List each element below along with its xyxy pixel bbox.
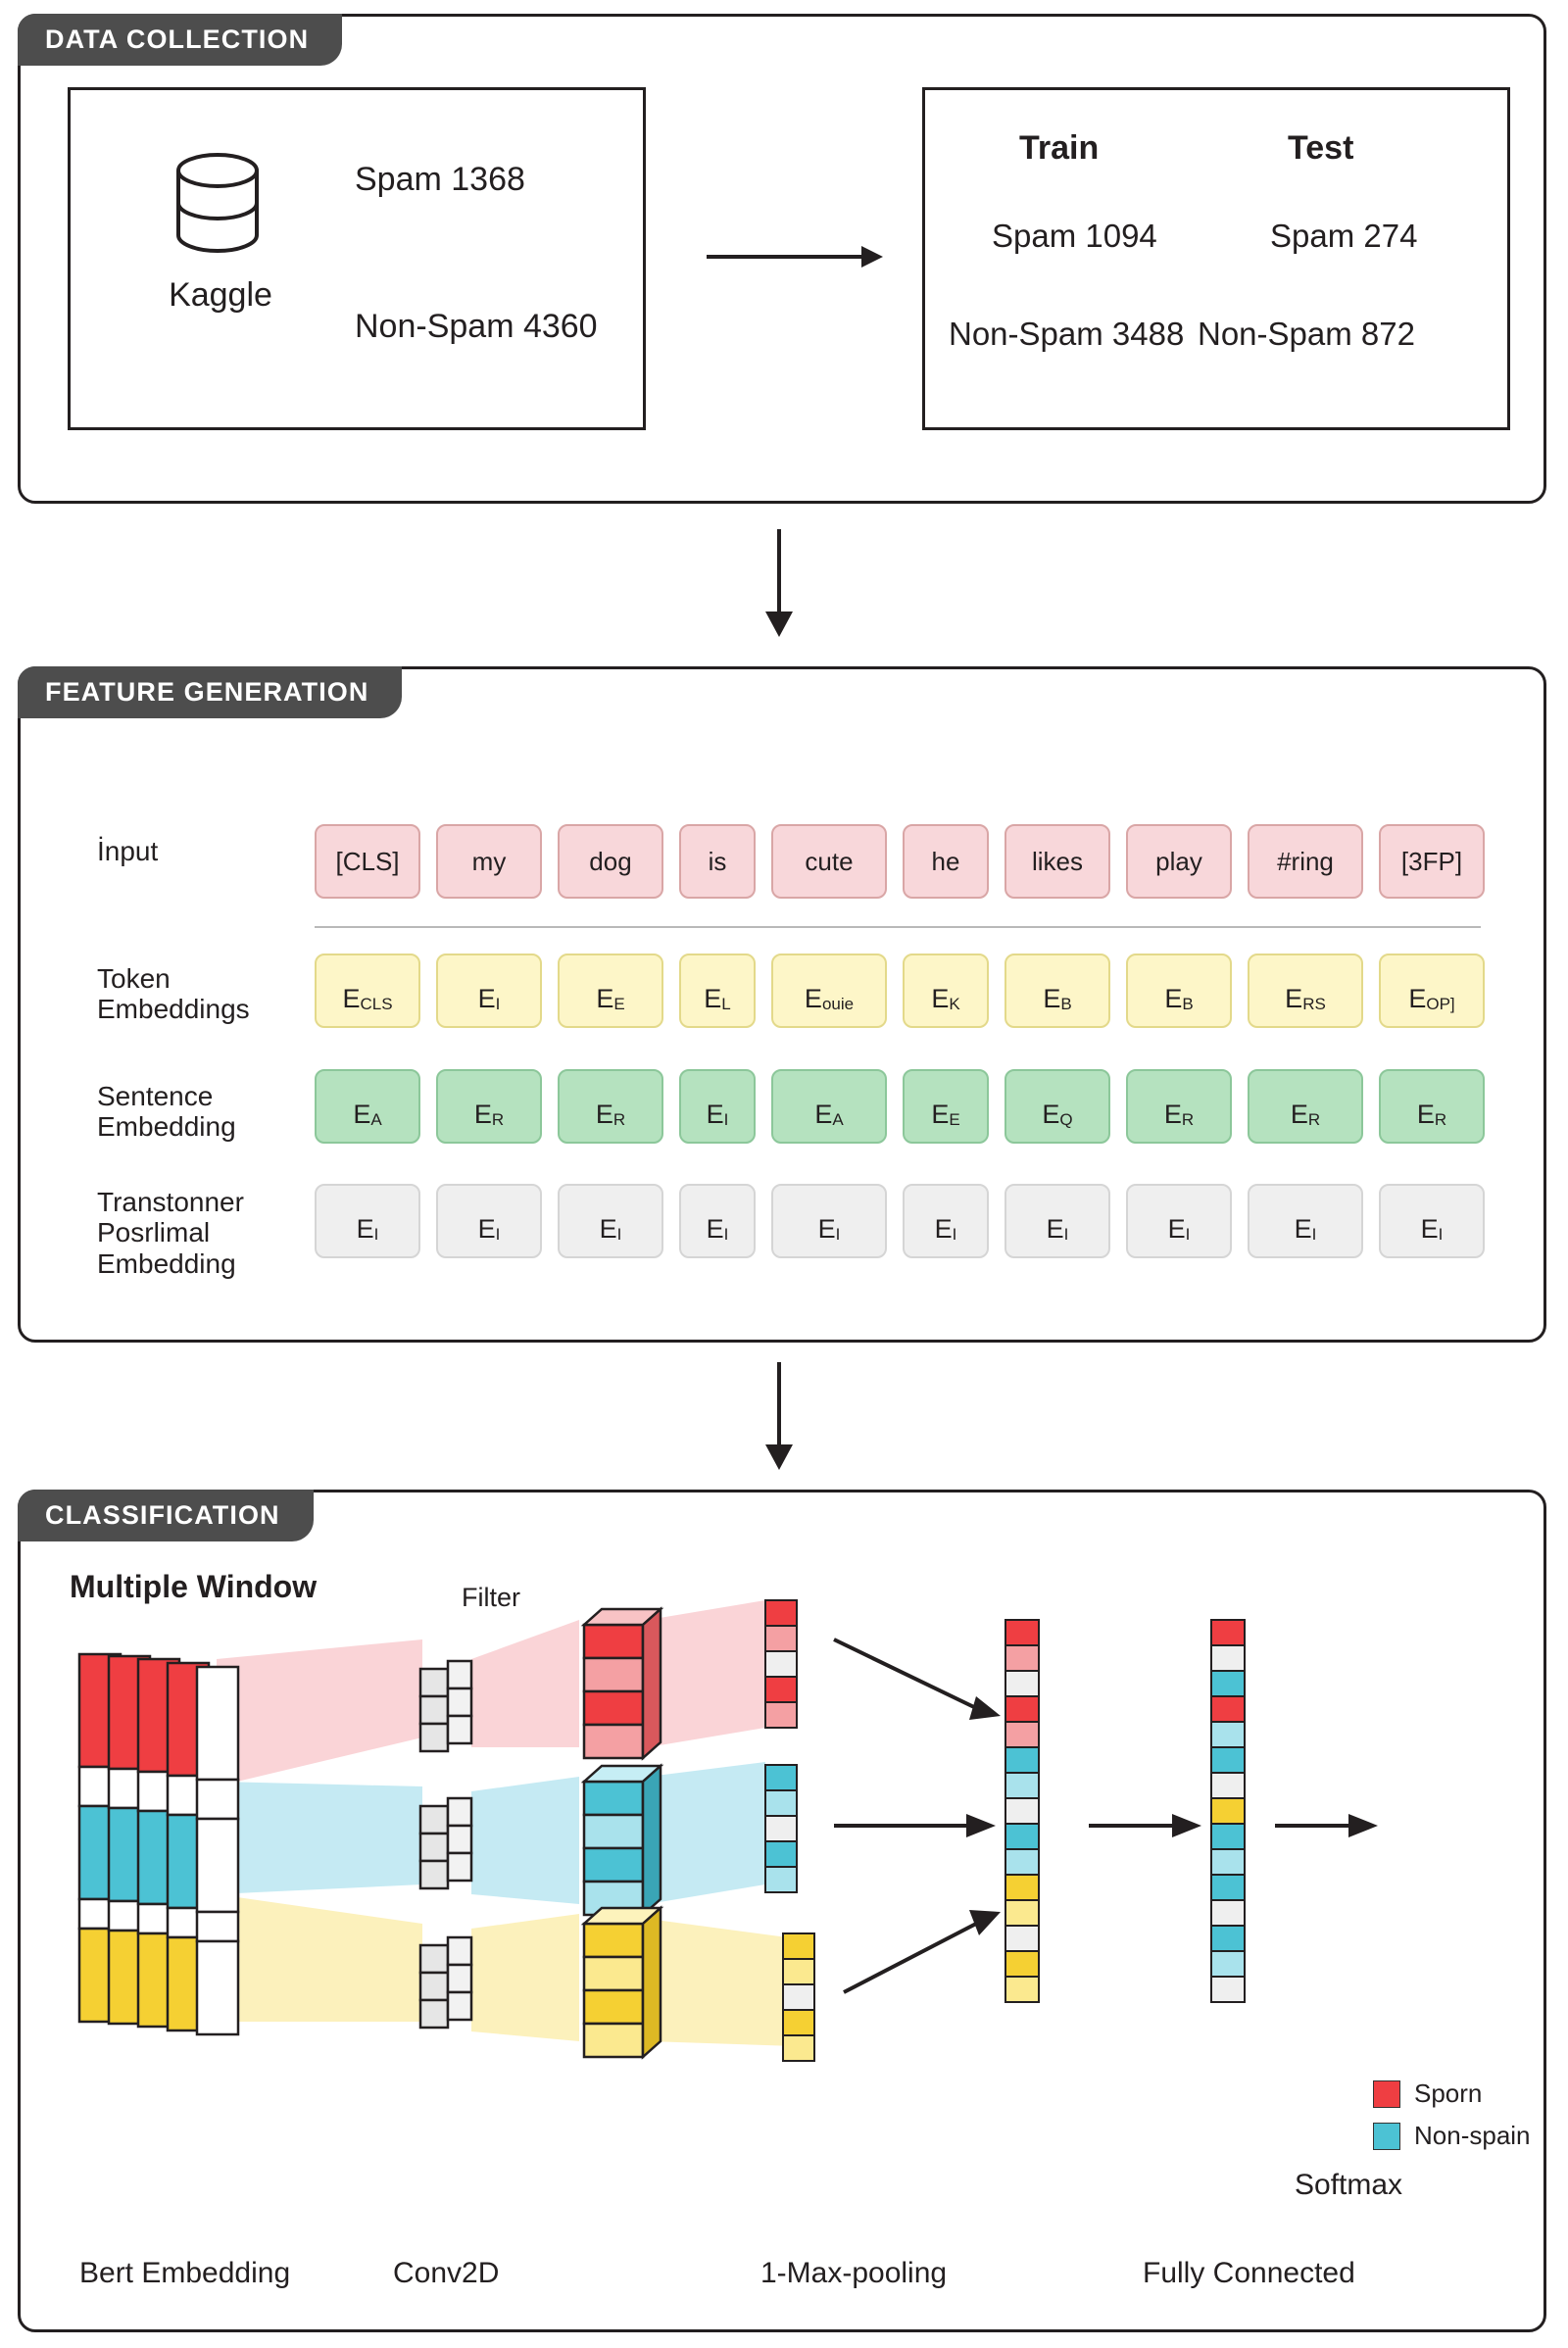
dataset-nonspam-count: Non-Spam 4360 [355,308,598,345]
input-token: he [903,824,989,899]
stage-label-conv: Conv2D [393,2257,500,2289]
sentence-embedding-cell: E $_A$ [771,1069,887,1144]
token-embedding-cell: E $_E$ [558,954,663,1028]
legend-swatch-spam [1373,2080,1400,2108]
split-test-header: Test [1288,129,1354,167]
input-token: likes [1004,824,1110,899]
row-label-sentence-embedding: Sentence Embedding [97,1081,236,1143]
position-embedding-cell: E $_I$ [771,1184,887,1258]
sentence-embedding-cell: E $_E$ [903,1069,989,1144]
token-embedding-cell: E $_{CLS}$ [315,954,420,1028]
token-embedding-cell: E $_{ouie}$ [771,954,887,1028]
panel-data-collection [18,14,1546,504]
database-icon [159,151,276,259]
position-embedding-cell: E $_I$ [1126,1184,1232,1258]
panel-tab-feature-generation: FEATURE GENERATION [18,666,402,718]
input-token: cute [771,824,887,899]
sentence-embedding-cell: E $_R$ [1126,1069,1232,1144]
position-embedding-cell: E $_I$ [1379,1184,1485,1258]
panel-feature-generation [18,666,1546,1343]
sentence-embedding-cell: E $_R$ [436,1069,542,1144]
stage-label-fully-connected: Fully Connected [1143,2257,1355,2289]
sentence-embedding-cell: E $_I$ [679,1069,756,1144]
arrow-data-to-feature [760,529,799,637]
sentence-embedding-cell: E $_R$ [1248,1069,1363,1144]
token-embedding-cell: E $_L$ [679,954,756,1028]
sentence-embedding-row [315,1069,1485,1144]
sentence-embedding-cell: E $_Q$ [1004,1069,1110,1144]
token-embedding-cell: E $_B$ [1126,954,1232,1028]
dataset-source-label: Kaggle [169,276,272,314]
split-box [922,87,1510,430]
token-embedding-cell: E $_I$ [436,954,542,1028]
token-embedding-cell: E $_{OP]}$ [1379,954,1485,1028]
legend-item-spam [1373,2079,1531,2109]
legend-label-nonspam: Non-spain [1414,2121,1531,2150]
input-token: my [436,824,542,899]
sentence-embedding-cell: E $_R$ [558,1069,663,1144]
arrow-dataset-to-split [707,242,883,271]
dataset-spam-count: Spam 1368 [355,161,525,198]
token-embedding-cell: E $_K$ [903,954,989,1028]
split-train-spam: Spam 1094 [992,218,1157,254]
stage-label-pooling: 1-Max-pooling [760,2257,948,2289]
arrow-feature-to-classification [760,1362,799,1470]
position-embedding-row [315,1184,1485,1258]
legend-swatch-nonspam [1373,2123,1400,2150]
position-embedding-cell: E $_I$ [436,1184,542,1258]
input-token: [CLS] [315,824,420,899]
input-divider [315,926,1481,928]
filter-label: Filter [462,1583,520,1612]
softmax-label: Softmax [1295,2169,1403,2201]
stage-label-bert: Bert Embedding [79,2257,291,2289]
position-embedding-cell: E $_I$ [1248,1184,1363,1258]
legend-item-nonspam [1373,2121,1531,2151]
split-test-nonspam: Non-Spam 872 [1198,316,1415,352]
position-embedding-cell: E $_I$ [558,1184,663,1258]
panel-classification [18,1490,1546,2332]
input-token: #ring [1248,824,1363,899]
position-embedding-cell: E $_I$ [679,1184,756,1258]
position-embedding-cell: E $_I$ [903,1184,989,1258]
split-test-spam: Spam 274 [1270,218,1418,254]
input-token: is [679,824,756,899]
sentence-embedding-cell: E $_R$ [1379,1069,1485,1144]
token-embedding-row [315,954,1485,1028]
legend-label-spam: Sporn [1414,2079,1483,2108]
token-embedding-cell: E $_{RS}$ [1248,954,1363,1028]
row-label-position-embedding: Transtonner Posrlimal Embedding [97,1187,244,1279]
input-token-row [315,824,1485,899]
split-train-header: Train [1019,129,1100,167]
row-label-input: İnput [97,836,159,866]
panel-tab-classification: CLASSIFICATION [18,1490,314,1541]
dataset-box [68,87,646,430]
input-token: dog [558,824,663,899]
input-token: play [1126,824,1232,899]
multiple-window-title: Multiple Window [70,1569,318,1604]
legend [1373,2079,1531,2163]
cnn-schematic [21,1600,1549,2227]
position-embedding-cell: E $_I$ [1004,1184,1110,1258]
position-embedding-cell: E $_I$ [315,1184,420,1258]
split-train-nonspam: Non-Spam 3488 [949,316,1185,352]
input-token: [3FP] [1379,824,1485,899]
row-label-token-embeddings: Token Embeddings [97,963,250,1025]
panel-tab-data-collection: DATA COLLECTION [18,14,342,66]
token-embedding-cell: E $_B$ [1004,954,1110,1028]
sentence-embedding-cell: E $_A$ [315,1069,420,1144]
